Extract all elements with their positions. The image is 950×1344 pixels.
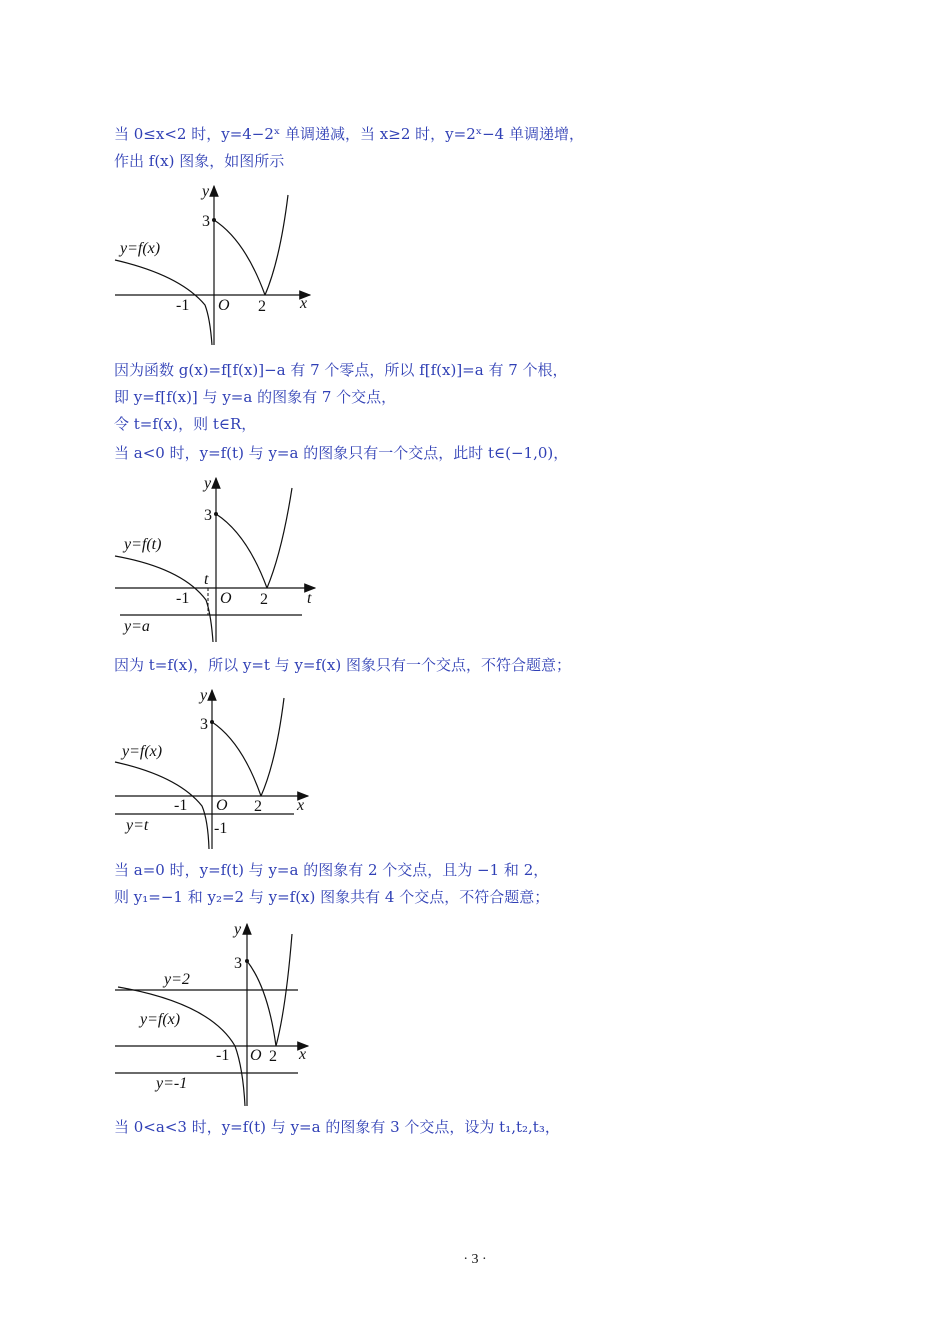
curve-label-fx: y=f(x) — [140, 1011, 181, 1028]
figure-4 — [110, 918, 320, 1108]
curve-mid — [214, 220, 265, 295]
tick-3: 3 — [202, 213, 210, 230]
origin-label: O — [220, 590, 232, 607]
text-line-1: 当 0≤x<2 时，y=4−2ˣ 单调递减，当 x≥2 时，y=2ˣ−4 单调递增， — [114, 125, 584, 143]
tick-minus1: -1 — [176, 590, 190, 607]
text-line-3: 因为函数 g(x)=f[f(x)]−a 有 7 个零点，所以 f[f(x)]=a 有 7 个根， — [114, 361, 568, 379]
line-label: y=a — [124, 618, 150, 635]
curve-label: y=2 — [164, 971, 190, 988]
x-label: x — [299, 1046, 307, 1063]
point-3 — [210, 720, 214, 724]
tick-3: 3 — [234, 955, 242, 972]
y-label: y — [234, 921, 242, 938]
figure-1 — [110, 180, 325, 350]
x-label: x — [300, 295, 308, 312]
line-label: y=t — [126, 817, 149, 834]
tick-3: 3 — [200, 716, 208, 733]
curve-right — [265, 195, 288, 295]
tick-minus1: -1 — [216, 1047, 230, 1064]
figure-3 — [110, 684, 320, 852]
text-line-8: 当 a=0 时，y=f(t) 与 y=a 的图象有 2 个交点，且为 −1 和 2， — [114, 861, 549, 879]
point-3 — [214, 512, 218, 516]
text-line-7: 因为 t=f(x)，所以 y=t 与 y=f(x) 图象只有一个交点，不符合题意； — [114, 656, 571, 674]
x-label: x — [297, 797, 305, 814]
tick-2: 2 — [254, 798, 262, 815]
y-label: y — [200, 687, 208, 704]
line-label-bottom: y=-1 — [156, 1075, 188, 1092]
origin-label: O — [216, 797, 228, 814]
text-line-4: 即 y=f[f(x)] 与 y=a 的图象有 7 个交点， — [114, 388, 397, 406]
text-line-9: 则 y₁=−1 和 y₂=2 与 y=f(x) 图象共有 4 个交点，不符合题意； — [114, 888, 550, 906]
tick-3: 3 — [204, 507, 212, 524]
x-label: t — [307, 590, 312, 607]
curve-mid — [212, 722, 261, 796]
curve-mid — [247, 961, 276, 1046]
tick-2: 2 — [258, 298, 266, 315]
text-line-6: 当 a<0 时，y=f(t) 与 y=a 的图象只有一个交点，此时 t∈(−1,0)， — [114, 444, 569, 462]
curve-left — [115, 762, 209, 849]
text-line-5: 令 t=f(x)，则 t∈R， — [114, 415, 257, 433]
y-label: y — [204, 475, 212, 492]
page-number: · 3 · — [463, 1252, 487, 1267]
t-mark: t — [204, 571, 209, 588]
text-line-2: 作出 f(x) 图象，如图所示 — [114, 152, 285, 170]
curve-left — [115, 260, 212, 345]
point-3 — [245, 959, 249, 963]
origin-label: O — [218, 297, 230, 314]
curve-label: y=f(x) — [120, 240, 161, 257]
text-line-10: 当 0<a<3 时，y=f(t) 与 y=a 的图象有 3 个交点，设为 t₁,t₂,t₃， — [114, 1118, 560, 1136]
curve-label: y=f(x) — [122, 743, 163, 760]
figure-2 — [110, 472, 325, 647]
tick-neg1-y: -1 — [214, 820, 228, 837]
curve-mid — [216, 514, 267, 588]
curve-label: y=f(t) — [124, 536, 162, 553]
tick-minus1: -1 — [174, 797, 188, 814]
curve-right — [261, 698, 284, 796]
tick-2: 2 — [269, 1048, 277, 1065]
tick-minus1: -1 — [176, 297, 190, 314]
origin-label: O — [250, 1047, 262, 1064]
y-label: y — [202, 183, 210, 200]
curve-right — [267, 488, 292, 588]
point-3 — [212, 218, 216, 222]
tick-2: 2 — [260, 591, 268, 608]
